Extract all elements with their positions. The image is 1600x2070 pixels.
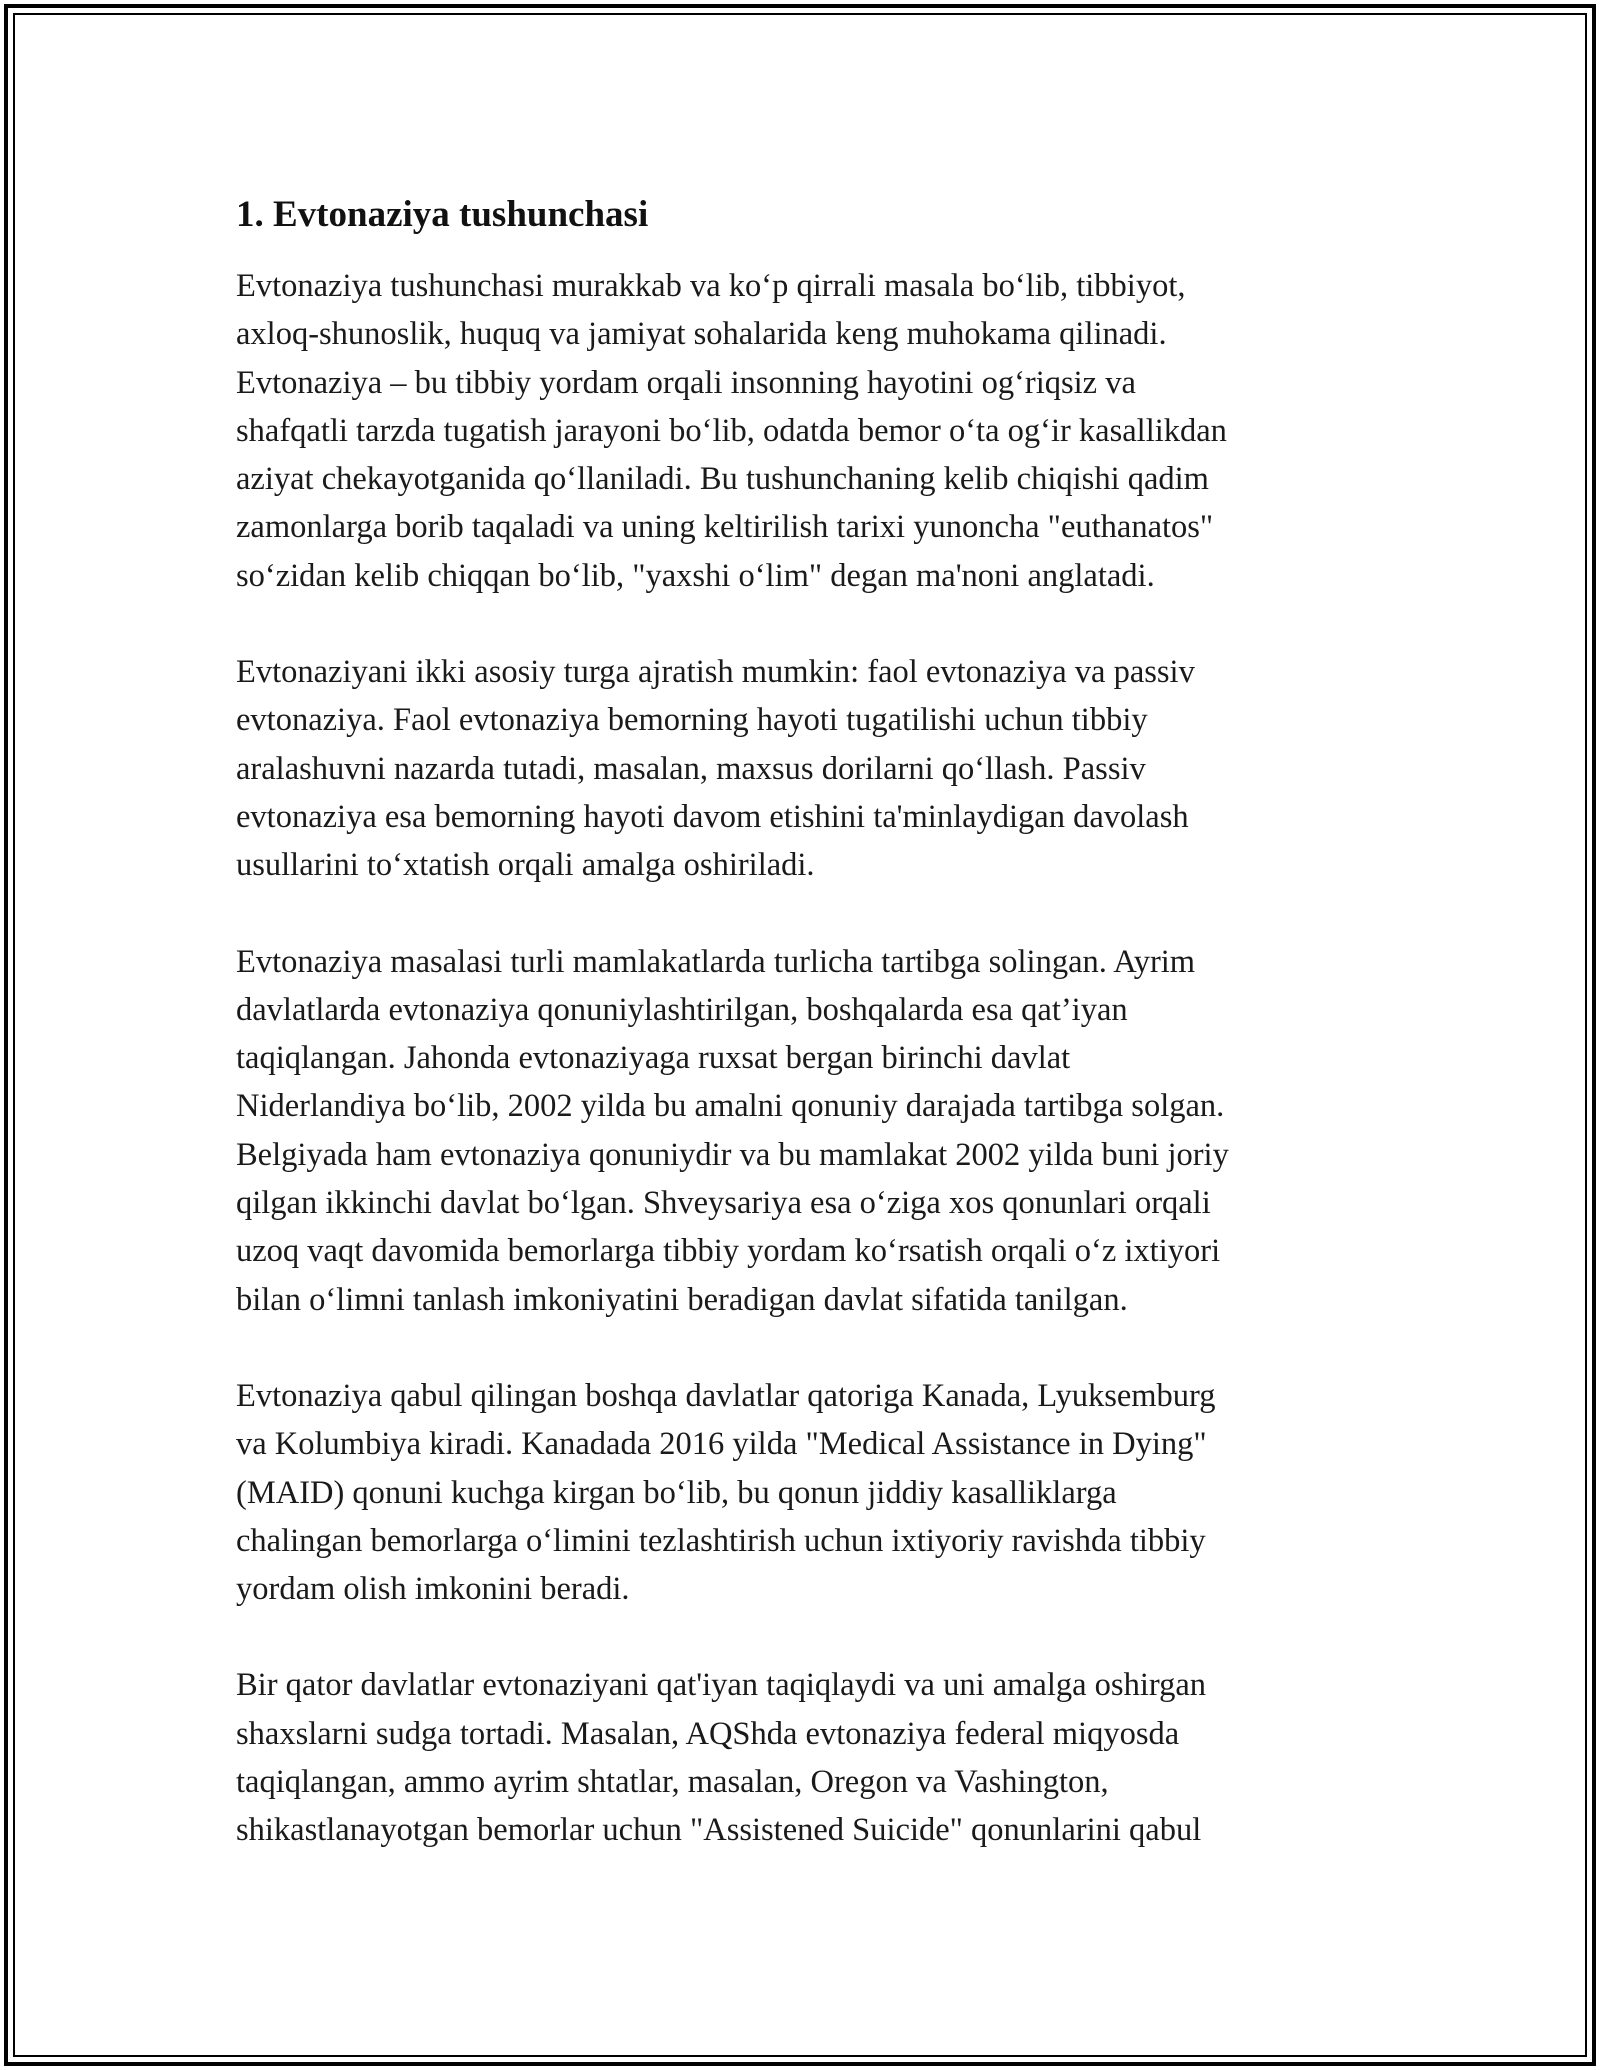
text-line: aralashuvni nazarda tutadi, masalan, maxsus dorilarni qoʻllash. Passiv — [236, 750, 1146, 787]
text-line: chalingan bemorlarga oʻlimini tezlashtirish uchun ixtiyoriy ravishda tibbiy — [236, 1522, 1206, 1559]
text-line: zamonlarga borib taqaladi va uning keltirilish tarixi yunoncha "euthanatos" — [236, 509, 1214, 546]
paragraph-regulation — [236, 938, 1366, 1324]
text-line: qilgan ikkinchi davlat boʻlgan. Shveysariya esa oʻziga xos qonunlari orqali — [236, 1185, 1211, 1222]
text-line: uzoq vaqt davomida bemorlarga tibbiy yordam koʻrsatish orqali oʻz ixtiyori — [236, 1233, 1221, 1270]
text-line: davlatlarda evtonaziya qonuniylashtirilgan, boshqalarda esa qat’iyan — [236, 991, 1128, 1028]
section-heading: 1. Evtonaziya tushunchasi — [236, 194, 649, 235]
paragraph-prohibition — [236, 1661, 1366, 1854]
text-line: axloq-shunoslik, huquq va jamiyat sohalarida keng muhokama qilinadi. — [236, 316, 1167, 353]
text-line: Evtonaziya masalasi turli mamlakatlarda turlicha tartibga solingan. Ayrim — [236, 943, 1196, 980]
text-line: Belgiyada ham evtonaziya qonuniydir va bu mamlakat 2002 yilda buni joriy — [236, 1136, 1229, 1173]
text-line: soʻzidan kelib chiqqan boʻlib, "yaxshi oʻlim" degan ma'noni anglatadi. — [236, 557, 1155, 594]
text-line: shaxslarni sudga tortadi. Masalan, AQShda evtonaziya federal miqyosda — [236, 1715, 1180, 1752]
text-line: aziyat chekayotganida qoʻllaniladi. Bu tushunchaning kelib chiqishi qadim — [236, 461, 1209, 498]
text-line: shikastlanayotgan bemorlar uchun "Assistened Suicide" qonunlarini qabul — [236, 1812, 1202, 1849]
text-line: usullarini toʻxtatish orqali amalga oshiriladi. — [236, 847, 815, 884]
text-line: taqiqlangan, ammo ayrim shtatlar, masalan, Oregon va Vashington, — [236, 1764, 1109, 1801]
text-line: evtonaziya. Faol evtonaziya bemorning hayoti tugatilishi uchun tibbiy — [236, 702, 1148, 739]
text-line: shafqatli tarzda tugatish jarayoni boʻlib, odatda bemor oʻta ogʻir kasallikdan — [236, 412, 1227, 449]
document-content — [236, 190, 1366, 1903]
text-line: Niderlandiya boʻlib, 2002 yilda bu amalni qonuniy darajada tartibga solgan. — [236, 1088, 1225, 1125]
text-line: bilan oʻlimni tanlash imkoniyatini beradigan davlat sifatida tanilgan. — [236, 1281, 1128, 1318]
text-line: Evtonaziya qabul qilingan boshqa davlatlar qatoriga Kanada, Lyuksemburg — [236, 1377, 1216, 1414]
text-line: Evtonaziyani ikki asosiy turga ajratish mumkin: faol evtonaziya va passiv — [236, 654, 1195, 691]
text-line: taqiqlangan. Jahonda evtonaziyaga ruxsat bergan birinchi davlat — [236, 1040, 1071, 1077]
text-line: Bir qator davlatlar evtonaziyani qat'iyan taqiqlaydi va uni amalga oshirgan — [236, 1667, 1207, 1704]
text-line: evtonaziya esa bemorning hayoti davom etishini ta'minlaydigan davolash — [236, 798, 1189, 835]
text-line: va Kolumbiya kiradi. Kanadada 2016 yilda "Medical Assistance in Dying" — [236, 1426, 1207, 1463]
paragraph-other-countries — [236, 1372, 1366, 1613]
text-line: Evtonaziya – bu tibbiy yordam orqali insonning hayotini ogʻriqsiz va — [236, 364, 1136, 401]
paragraph-definition — [236, 262, 1366, 600]
paragraph-types — [236, 648, 1366, 889]
text-line: Evtonaziya tushunchasi murakkab va koʻp qirrali masala boʻlib, tibbiyot, — [236, 268, 1186, 304]
text-line: (MAID) qonuni kuchga kirgan boʻlib, bu qonun jiddiy kasalliklarga — [236, 1474, 1117, 1511]
text-line: yordam olish imkonini beradi. — [236, 1571, 630, 1608]
